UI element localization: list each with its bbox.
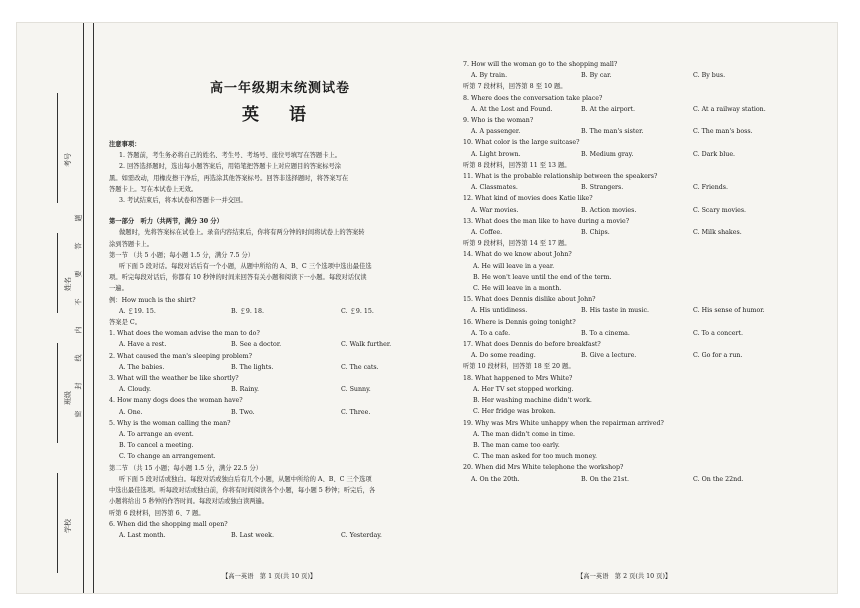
question-options [109,339,451,350]
part-heading: 第一部分 听力（共两节，满分 30 分） [109,218,223,226]
question: 20. When did Mrs White telephone the workshop? [463,464,624,472]
exam-page [16,22,838,594]
option: B. Two. [231,408,255,416]
question-options [463,350,825,361]
exam-no-label: 考号 [64,153,72,167]
page-footer-left: 【高一英语 第 1 页(共 10 页)】 [222,573,317,580]
option: A. To a cafe. [471,329,511,337]
option: B. The man came too early. [473,441,560,449]
question: 16. Where is Dennis going tonight? [463,318,576,326]
school-underline [57,473,58,573]
option: C. Walk further. [341,341,392,349]
option: B. His taste in music. [581,307,650,315]
question: 6. When did the shopping mall open? [109,520,228,528]
option: B. Her washing machine didn't work. [473,397,592,405]
option: B. Last week. [231,531,274,539]
option: C. To change an arrangement. [119,453,216,461]
name-underline [57,233,58,313]
option: B. Chips. [581,229,610,237]
subject-title: 英 语 [242,105,318,125]
example-options [109,306,451,317]
option: C. The cats. [341,363,379,371]
option: C. Milk shakes. [693,229,742,237]
question-options [463,149,825,160]
section-desc: 听下面 5 段对话或独白。每段对话或独白后有几个小题，从题中所给的 A、B、C 三个选项 [119,475,372,483]
class-underline [57,343,58,443]
seal-char: 要 [74,270,83,278]
question-options [463,227,825,238]
option: C. The man's boss. [693,128,753,136]
question: 13. What does the man like to have during a movie? [463,217,630,225]
question: 9. Who is the woman? [463,117,534,125]
section-desc: 项。听完每段对话后，你都有 10 秒钟的时间来回答有关小题和阅读下一小题。每段对话仅读 [109,274,367,282]
question: 7. How will the woman go to the shopping mall? [463,61,618,68]
option: A. At the Lost and Found. [471,105,553,113]
question: 18. What happened to Mrs White? [463,374,573,382]
left-column [109,59,451,541]
option: A. Coffee. [471,229,503,237]
option: B. Medium gray. [581,150,634,158]
audio-instruction: 听第 6 段材料，回答第 6、7 题。 [109,509,205,517]
question-options [109,384,451,395]
part-desc: 涂到答题卡上。 [109,240,154,248]
notice-line: 黑。如需改动，用橡皮擦干净后，再选涂其他答案标号。回答非选择题时，将答案写在 [109,174,349,182]
question: 听第 10 段材料，回答第 18 至 20 题。 [463,363,575,371]
question-options [463,305,825,316]
question: 听第 7 段材料，回答第 8 至 10 题。 [463,83,567,91]
option: C. By bus. [693,72,726,80]
class-label: 班级 [64,391,72,405]
question: 3. What will the weather be like shortly? [109,375,239,383]
question: 听第 8 段材料，回答第 11 至 13 题。 [463,161,571,169]
seal-char: 密 [74,410,83,418]
option: A. Light brown. [471,150,521,158]
section-desc: 一遍。 [109,285,128,293]
seal-char: 题 [74,214,83,222]
option: A. The man didn't come in time. [473,430,576,438]
option: C. The man asked for too much money. [473,453,598,461]
question-options [463,70,825,81]
question-options [109,530,451,541]
option: C. Yesterday. [341,531,382,539]
option: A. Have a rest. [119,341,167,349]
option: A. Her TV set stopped working. [473,385,574,393]
question: 10. What color is the large suitcase? [463,139,580,147]
question: 2. What caused the man's sleeping problem? [109,352,252,360]
option: A. He will leave in a year. [473,262,555,270]
school-label: 学校 [64,519,72,533]
seal-char: 线 [74,354,83,362]
option: C. Sunny. [341,386,371,394]
option: B. By car. [581,72,612,80]
notice-heading: 注意事项： [109,141,141,148]
question-options [463,104,825,115]
binding-line-outer [83,23,84,593]
binding-strip [17,23,107,593]
option: A. By train. [471,72,508,80]
seal-char: 不 [74,298,83,306]
option: B. Action movies. [581,206,637,214]
option: C. His sense of humor. [693,307,765,315]
question: 12. What kind of movies does Katie like? [463,195,593,203]
question: 1. What does the woman advise the man to do? [109,330,260,338]
option: A. To arrange an event. [119,431,194,439]
option: C. Friends. [693,184,729,192]
question: 11. What is the probable relationship between the speakers? [463,173,658,181]
option: C. Dark blue. [693,150,736,158]
option: A. The babies. [119,363,165,371]
question: 17. What does Dennis do before breakfast? [463,341,601,349]
option: C. Go for a run. [693,352,743,360]
name-label: 姓名 [64,277,72,291]
notice-line: 答题卡上。写在本试卷上无效。 [109,185,198,193]
seal-char: 封 [74,382,83,390]
seal-char: 答 [74,242,83,250]
seal-char: 内 [74,326,83,334]
option: C. Scary movies. [693,206,747,214]
question-options [463,474,825,485]
option: A. His untidiness. [471,307,528,315]
question: 8. Where does the conversation take place? [463,94,603,102]
example-question: 例：How much is the shirt? [109,296,196,304]
part-desc: 做题时，先将答案标在试卷上。录音内容结束后，你将有两分钟的时间将试卷上的答案转 [119,229,365,237]
option: A. Classmates. [471,184,518,192]
option: B. At the airport. [581,105,636,113]
example-answer: 答案是 C。 [109,319,142,327]
option: C. ￡9. 15. [341,307,374,315]
notice-line: 1. 答题前，考生务必将自己的姓名、考生号、考场号、座位号填写在答题卡上。 [119,152,342,160]
option: B. ￡9. 18. [231,307,264,315]
section-heading: 第一节 （共 5 小题；每小题 1.5 分，满分 7.5 分） [109,251,255,259]
question-options [463,205,825,216]
option: A. Cloudy. [119,386,151,394]
question: 4. How many dogs does the woman have? [109,397,243,405]
binding-line-inner [93,23,94,593]
question: 听第 9 段材料，回答第 14 至 17 题。 [463,240,571,248]
option: B. The man's sister. [581,128,644,136]
question-options [109,407,451,418]
option: B. On the 21st. [581,475,629,483]
option: B. Give a lecture. [581,352,637,360]
option: B. Rainy. [231,386,260,394]
notice-line: 2. 回答选择题时，选出每小题答案后，用铅笔把答题卡上对应题目的答案标号涂 [119,163,342,171]
question: 15. What does Dennis dislike about John? [463,296,596,304]
question-options [463,126,825,137]
option: A. War movies. [471,206,519,214]
option: B. He won't leave until the end of the term. [473,273,612,281]
right-column [463,59,825,485]
option: B. Strangers. [581,184,624,192]
exam-title: 高一年级期末统测试卷 [209,81,350,96]
question: 5. Why is the woman calling the man? [109,419,231,427]
option: A. Last month. [119,531,166,539]
option: B. The lights. [231,363,274,371]
question-options [463,328,825,339]
question: 19. Why was Mrs White unhappy when the repairman arrived? [463,419,664,427]
option: B. See a doctor. [231,341,282,349]
section-desc: 中选出最佳选项。听每段对话或独白前，你将有时间阅读各个小题，每小题 5 秒钟；听完后，各 [109,487,376,495]
option: C. On the 22nd. [693,475,744,483]
page-footer-right: 【高一英语 第 2 页(共 10 页)】 [577,573,672,580]
section-desc: 小题将给出 5 秒钟的作答时间。每段对话或独白读两遍。 [109,498,269,506]
option: C. At a railway station. [693,105,766,113]
option: C. Her fridge was broken. [473,408,556,416]
section-desc: 听下面 5 段对话。每段对话后有一个小题，从题中所给的 A、B、C 三个选项中选出最佳选 [119,263,372,271]
option: C. Three. [341,408,371,416]
notice-line: 3. 考试结束后，将本试卷和答题卡一并交回。 [119,197,247,205]
option: A. One. [119,408,143,416]
option: B. To cancel a meeting. [119,442,194,450]
option: A. ￡19. 15. [119,307,156,315]
question: 14. What do we know about John? [463,251,572,259]
option: A. Do some reading. [471,352,536,360]
question-options [463,182,825,193]
question-options [109,362,451,373]
option: C. He will leave in a month. [473,285,562,293]
option: C. To a concert. [693,329,744,337]
option: A. On the 20th. [471,475,520,483]
option: A. A passenger. [471,128,521,136]
section-heading: 第二节 （共 15 小题；每小题 1.5 分，满分 22.5 分） [109,464,263,472]
exam-no-underline [57,93,58,203]
option: B. To a cinema. [581,329,630,337]
